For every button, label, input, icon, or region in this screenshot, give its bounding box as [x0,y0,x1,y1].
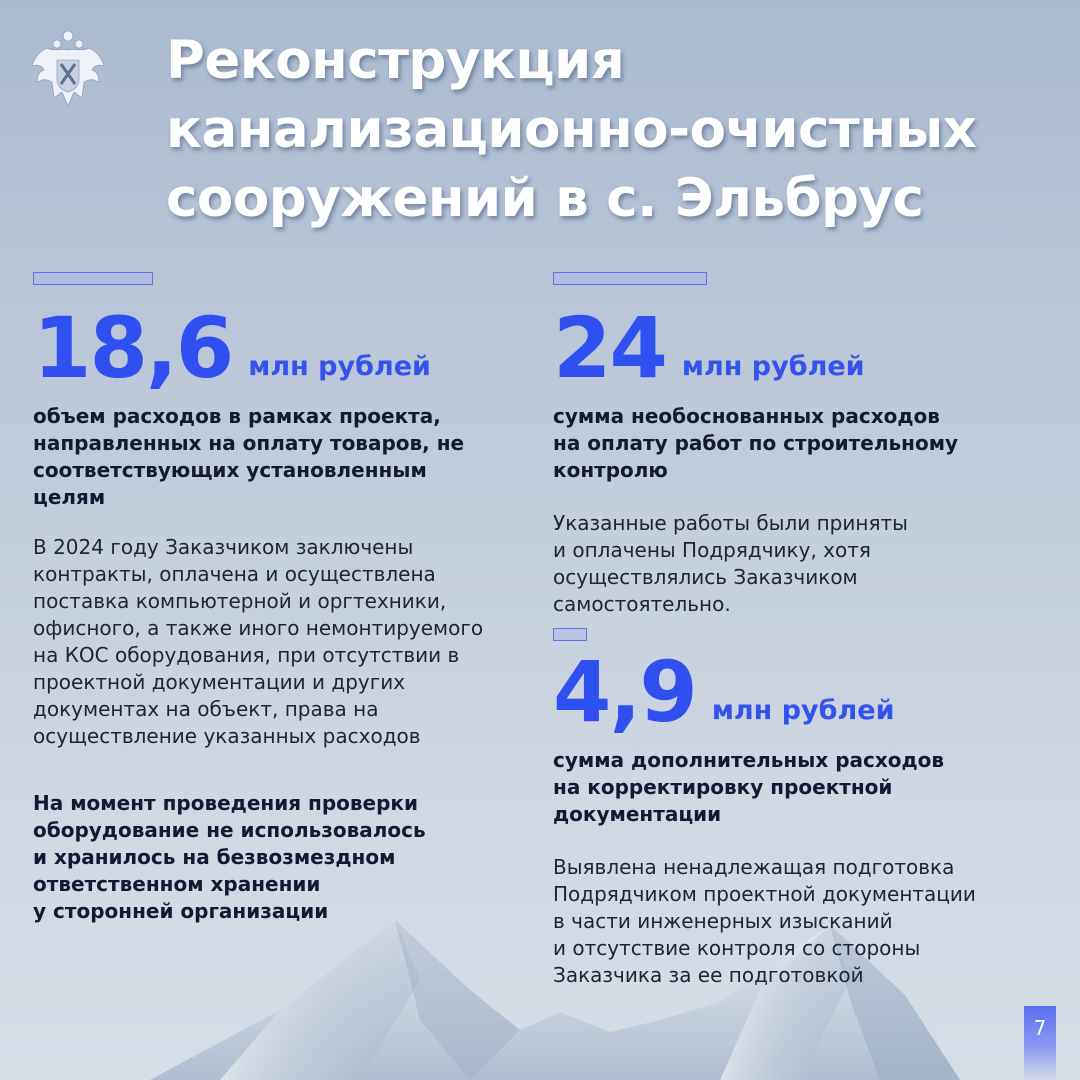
stat-description-line: направленных на оплату товаров, не [33,431,465,455]
title-line-3: сооружений в с. Эльбрус [166,168,924,229]
note-line: у сторонней организации [33,899,329,923]
body-line: осуществлялись Заказчиком [553,565,858,589]
body-line: контракты, оплачена и осуществлена [33,562,436,586]
stat-description-line: документации [553,802,722,826]
title-line-1: Реконструкция [166,30,625,91]
body-line: и отсутствие контроля со стороны [553,936,921,960]
stat-figure-row [553,299,958,397]
page-number-badge: 7 [1024,1006,1056,1080]
stat-figure-row [33,299,464,397]
stat-body-text [553,510,958,618]
accent-bar [553,628,587,641]
stat-description-line: соответствующих установленным [33,458,427,482]
stat-value: 24 [553,299,666,397]
body-line: Указанные работы были приняты [553,511,908,535]
body-line: в части инженерных изысканий [553,909,893,933]
body-line: проектной документации и других [33,670,406,694]
stat-block-right-2 [553,628,976,989]
body-line: Выявлена ненадлежащая подготовка [553,855,955,879]
stat-value: 18,6 [33,299,233,397]
body-line: В 2024 году Заказчиком заключены [33,535,414,559]
note-line: На момент проведения проверки [33,791,419,815]
body-line: поставка компьютерной и оргтехники, [33,589,447,613]
stat-description-line: на оплату работ по строительному [553,431,959,455]
stat-description [553,747,976,828]
page-title [166,26,1046,233]
body-line: Заказчика за ее подготовкой [553,963,864,987]
body-line: и оплачены Подрядчику, хотя [553,538,871,562]
stat-description-line: объем расходов в рамках проекта, [33,404,441,428]
note-line: ответственном хранении [33,872,321,896]
stat-figure-row [553,643,976,741]
stat-description-line: контролю [553,458,668,482]
stat-description-line: сумма дополнительных расходов [553,748,945,772]
stat-block-left [33,272,464,511]
stat-unit: млн рублей [681,351,865,382]
note-line: оборудование не использовалось [33,818,426,842]
stat-body-text [553,854,976,989]
stat-description [33,403,464,511]
stat-description-line: целям [33,485,106,509]
double-headed-eagle-logo [30,28,106,108]
body-line: офисного, а также иного немонтируемого [33,616,484,640]
stat-description-line: на корректировку проектной [553,775,893,799]
left-body-text [33,534,483,750]
stat-unit: млн рублей [711,695,895,726]
body-line: осуществление указанных расходов [33,724,421,748]
stat-unit: млн рублей [248,351,431,382]
body-line: на КОС оборудования, при отсутствии в [33,643,460,667]
body-line: Подрядчиком проектной документации [553,882,976,906]
body-line: документах на объект, права на [33,697,379,721]
body-line: самостоятельно. [553,592,731,616]
stat-value: 4,9 [553,643,696,741]
stat-description [553,403,958,484]
accent-bar [33,272,153,285]
title-line-2: канализационно-очистных [166,99,977,160]
stat-description-line: сумма необоснованных расходов [553,404,940,428]
stat-block-right-1 [553,272,958,618]
left-note-text [33,790,426,925]
accent-bar [553,272,707,285]
note-line: и хранилось на безвозмездном [33,845,396,869]
